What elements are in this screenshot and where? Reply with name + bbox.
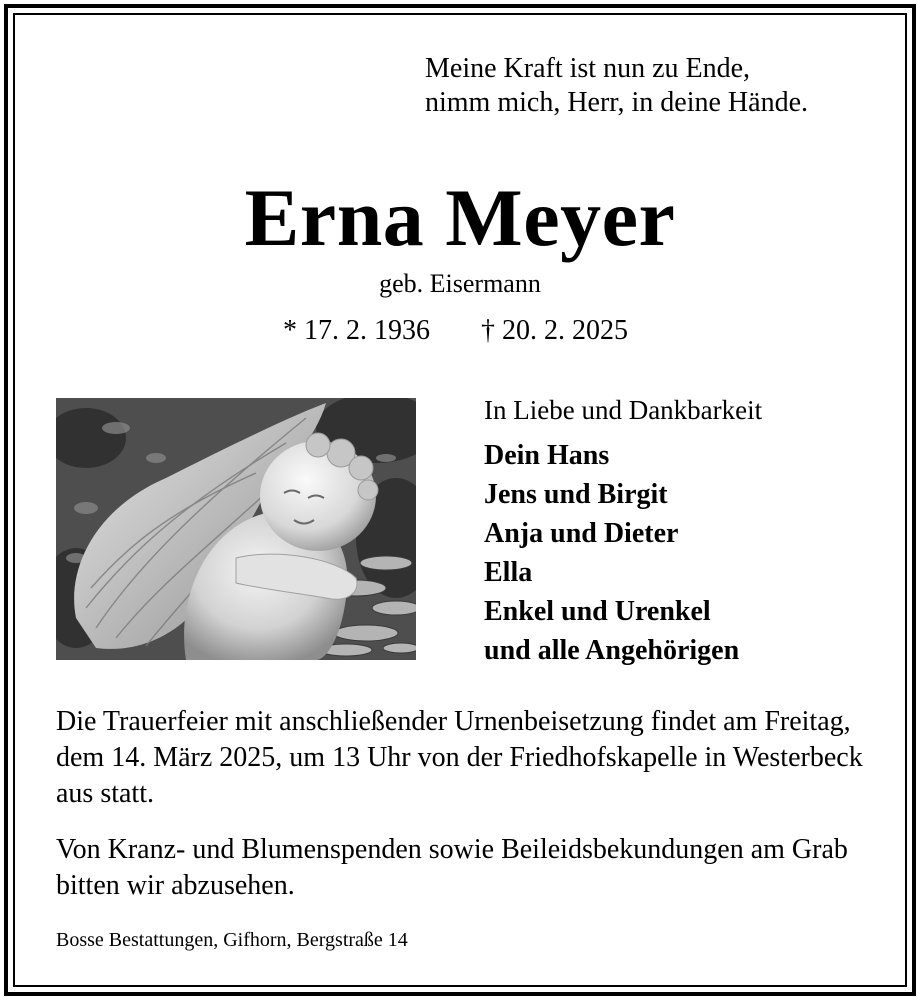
deceased-name: Erna Meyer bbox=[244, 172, 676, 263]
funeral-announcement: Die Trauerfeier mit anschließender Urnenbeisetzung findet am Freitag, dem 14. März 2025, um 13 Uhr von der Friedhofskapelle in Westerbeck aus statt. bbox=[56, 706, 863, 809]
mourners-block bbox=[484, 392, 762, 670]
donation-request: Von Kranz- und Blumenspenden sowie Beileidsbekundungen am Grab bitten wir abzusehen. bbox=[56, 834, 848, 901]
mourner-name: Ella bbox=[484, 557, 533, 588]
mourner-name: Dein Hans bbox=[484, 440, 610, 471]
maiden-name: geb. Eisermann bbox=[379, 269, 541, 298]
birth-date: * 17. 2. 1936 bbox=[283, 315, 430, 346]
angel-statue-photo bbox=[56, 398, 416, 660]
verse bbox=[425, 52, 808, 120]
mourner-name: Enkel und Urenkel bbox=[484, 596, 711, 627]
undertaker-info: Bosse Bestattungen, Gifhorn, Bergstraße 14 bbox=[56, 929, 408, 951]
death-date: † 20. 2. 2025 bbox=[481, 315, 628, 346]
mourners-intro: In Liebe und Dankbarkeit bbox=[484, 395, 763, 425]
angel-statue-image bbox=[56, 398, 416, 660]
life-dates bbox=[283, 313, 628, 349]
mourner-name: Anja und Dieter bbox=[484, 518, 679, 549]
mourner-name: Jens und Birgit bbox=[484, 479, 668, 510]
mourner-name: und alle Angehörigen bbox=[484, 635, 740, 666]
verse-line-2: nimm mich, Herr, in deine Hände. bbox=[425, 87, 808, 118]
verse-line-1: Meine Kraft ist nun zu Ende, bbox=[425, 53, 751, 84]
